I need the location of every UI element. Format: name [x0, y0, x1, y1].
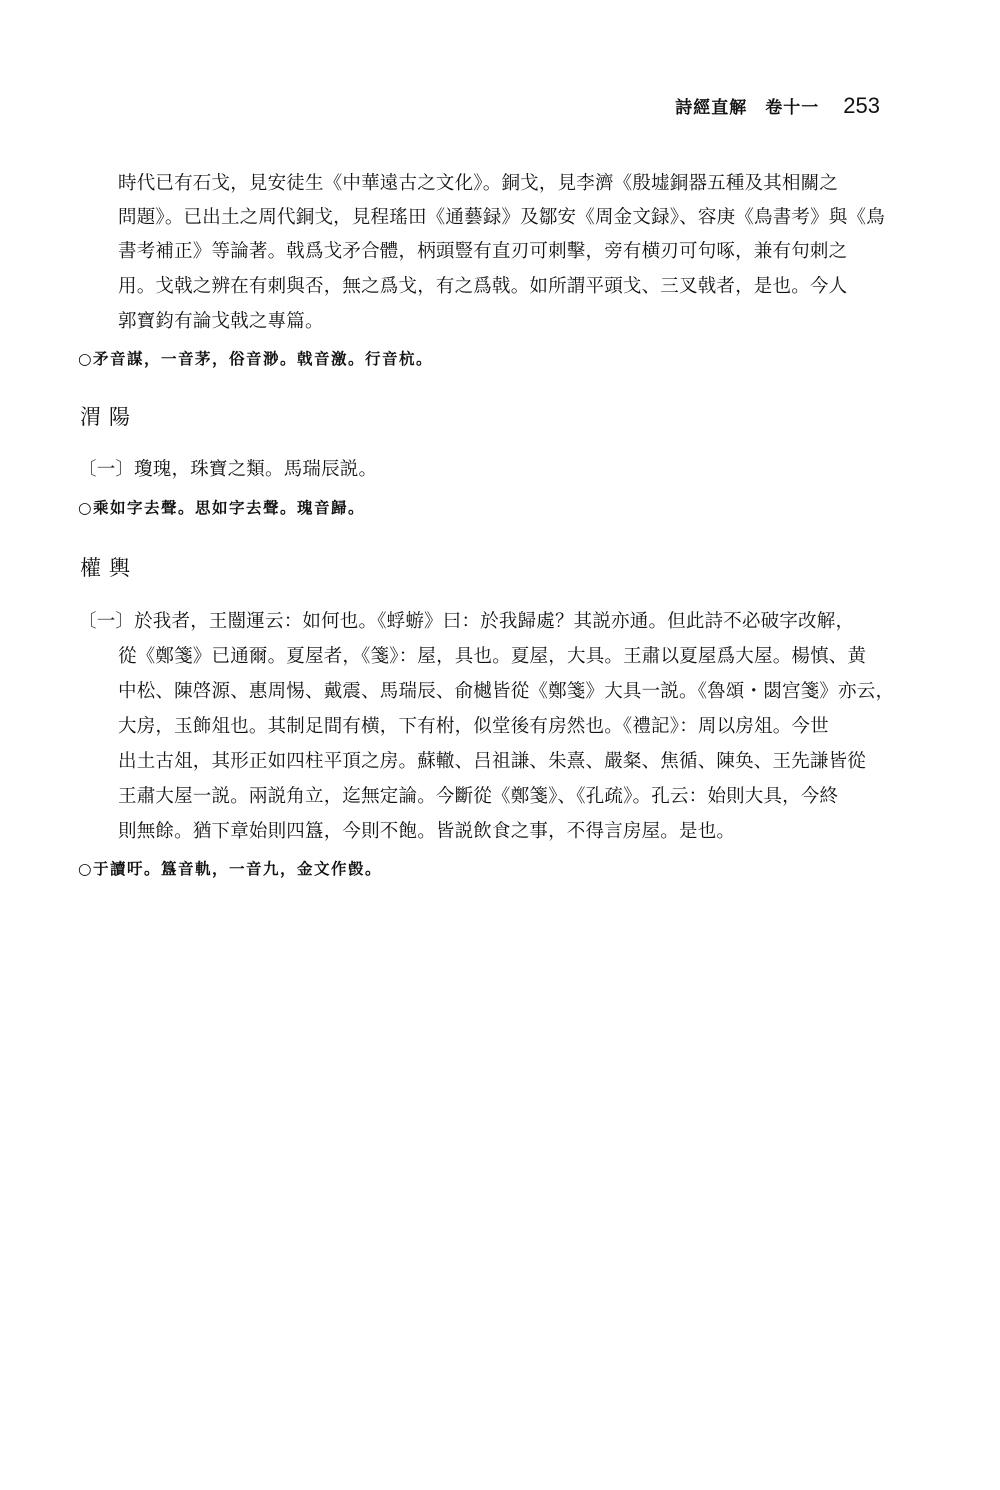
- page-number: 253: [843, 93, 880, 118]
- volume-label: 卷十一: [765, 98, 820, 118]
- text-line: 出土古俎，其形正如四柱平頂之房。蘇轍、吕祖謙、朱熹、嚴粲、焦循、陳奂、王先謙皆從: [118, 751, 867, 772]
- text-line: 大房，玉飾俎也。其制足間有横，下有柎，似堂後有房然也。《禮記》：周以房俎。今世: [118, 716, 829, 737]
- text-line: 郭寶鈞有論戈戟之專篇。: [118, 311, 324, 332]
- text-line: 時代已有石戈，見安徒生《中華遠古之文化》。銅戈，見李濟《殷墟銅器五種及其相關之: [118, 173, 839, 194]
- pronunciation-note: ○矛音謀，一音茅，俗音渺。戟音激。行音杭。: [78, 349, 434, 368]
- text-line: 用。戈戟之辨在有刺與否，無之爲戈，有之爲戟。如所謂平頭戈、三叉戟者，是也。今人: [118, 276, 848, 297]
- text-line: 則無餘。猶下章始則四簋，今則不飽。皆説飲食之事，不得言房屋。是也。: [118, 821, 736, 842]
- text-line: 王肅大屋一説。兩説角立，迄無定論。今斷從《鄭箋》、《孔疏》。孔云：始則大具，今終: [118, 786, 839, 807]
- text-line: 問題》。已出土之周代銅戈，見程瑤田《通藝録》及鄒安《周金文録》、容庚《鳥書考》與《鳥: [118, 207, 885, 228]
- section-title: 渭陽: [80, 405, 138, 429]
- pronunciation-note: ○乘如字去聲。思如字去聲。瑰音歸。: [78, 498, 366, 517]
- text-line: 〔一〕於我者，王闓運云：如何也。《蜉蝣》曰：於我歸處？其説亦通。但此詩不必破字改解，: [78, 611, 855, 632]
- running-header: [675, 93, 880, 119]
- text-line: 從《鄭箋》已通爾。夏屋者，《箋》：屋，具也。夏屋，大具。王肅以夏屋爲大屋。楊慎、黄: [118, 646, 867, 667]
- text-line: 書考補正》等論著。戟爲戈矛合體，柄頭豎有直刃可刺擊，旁有横刃可句啄，兼有句刺之: [118, 241, 848, 262]
- book-title: 詩經直解: [675, 98, 748, 118]
- pronunciation-note: ○于讀吁。簋音軌，一音九，金文作㲃。: [78, 859, 383, 878]
- section-title: 權輿: [80, 556, 138, 580]
- text-line: 中松、陳啓源、惠周惕、戴震、馬瑞辰、俞樾皆從《鄭箋》大具一説。《魯頌・閟宫箋》亦云，: [118, 681, 895, 702]
- text-line: 〔一〕瓊瑰，珠寶之類。馬瑞辰説。: [78, 459, 378, 480]
